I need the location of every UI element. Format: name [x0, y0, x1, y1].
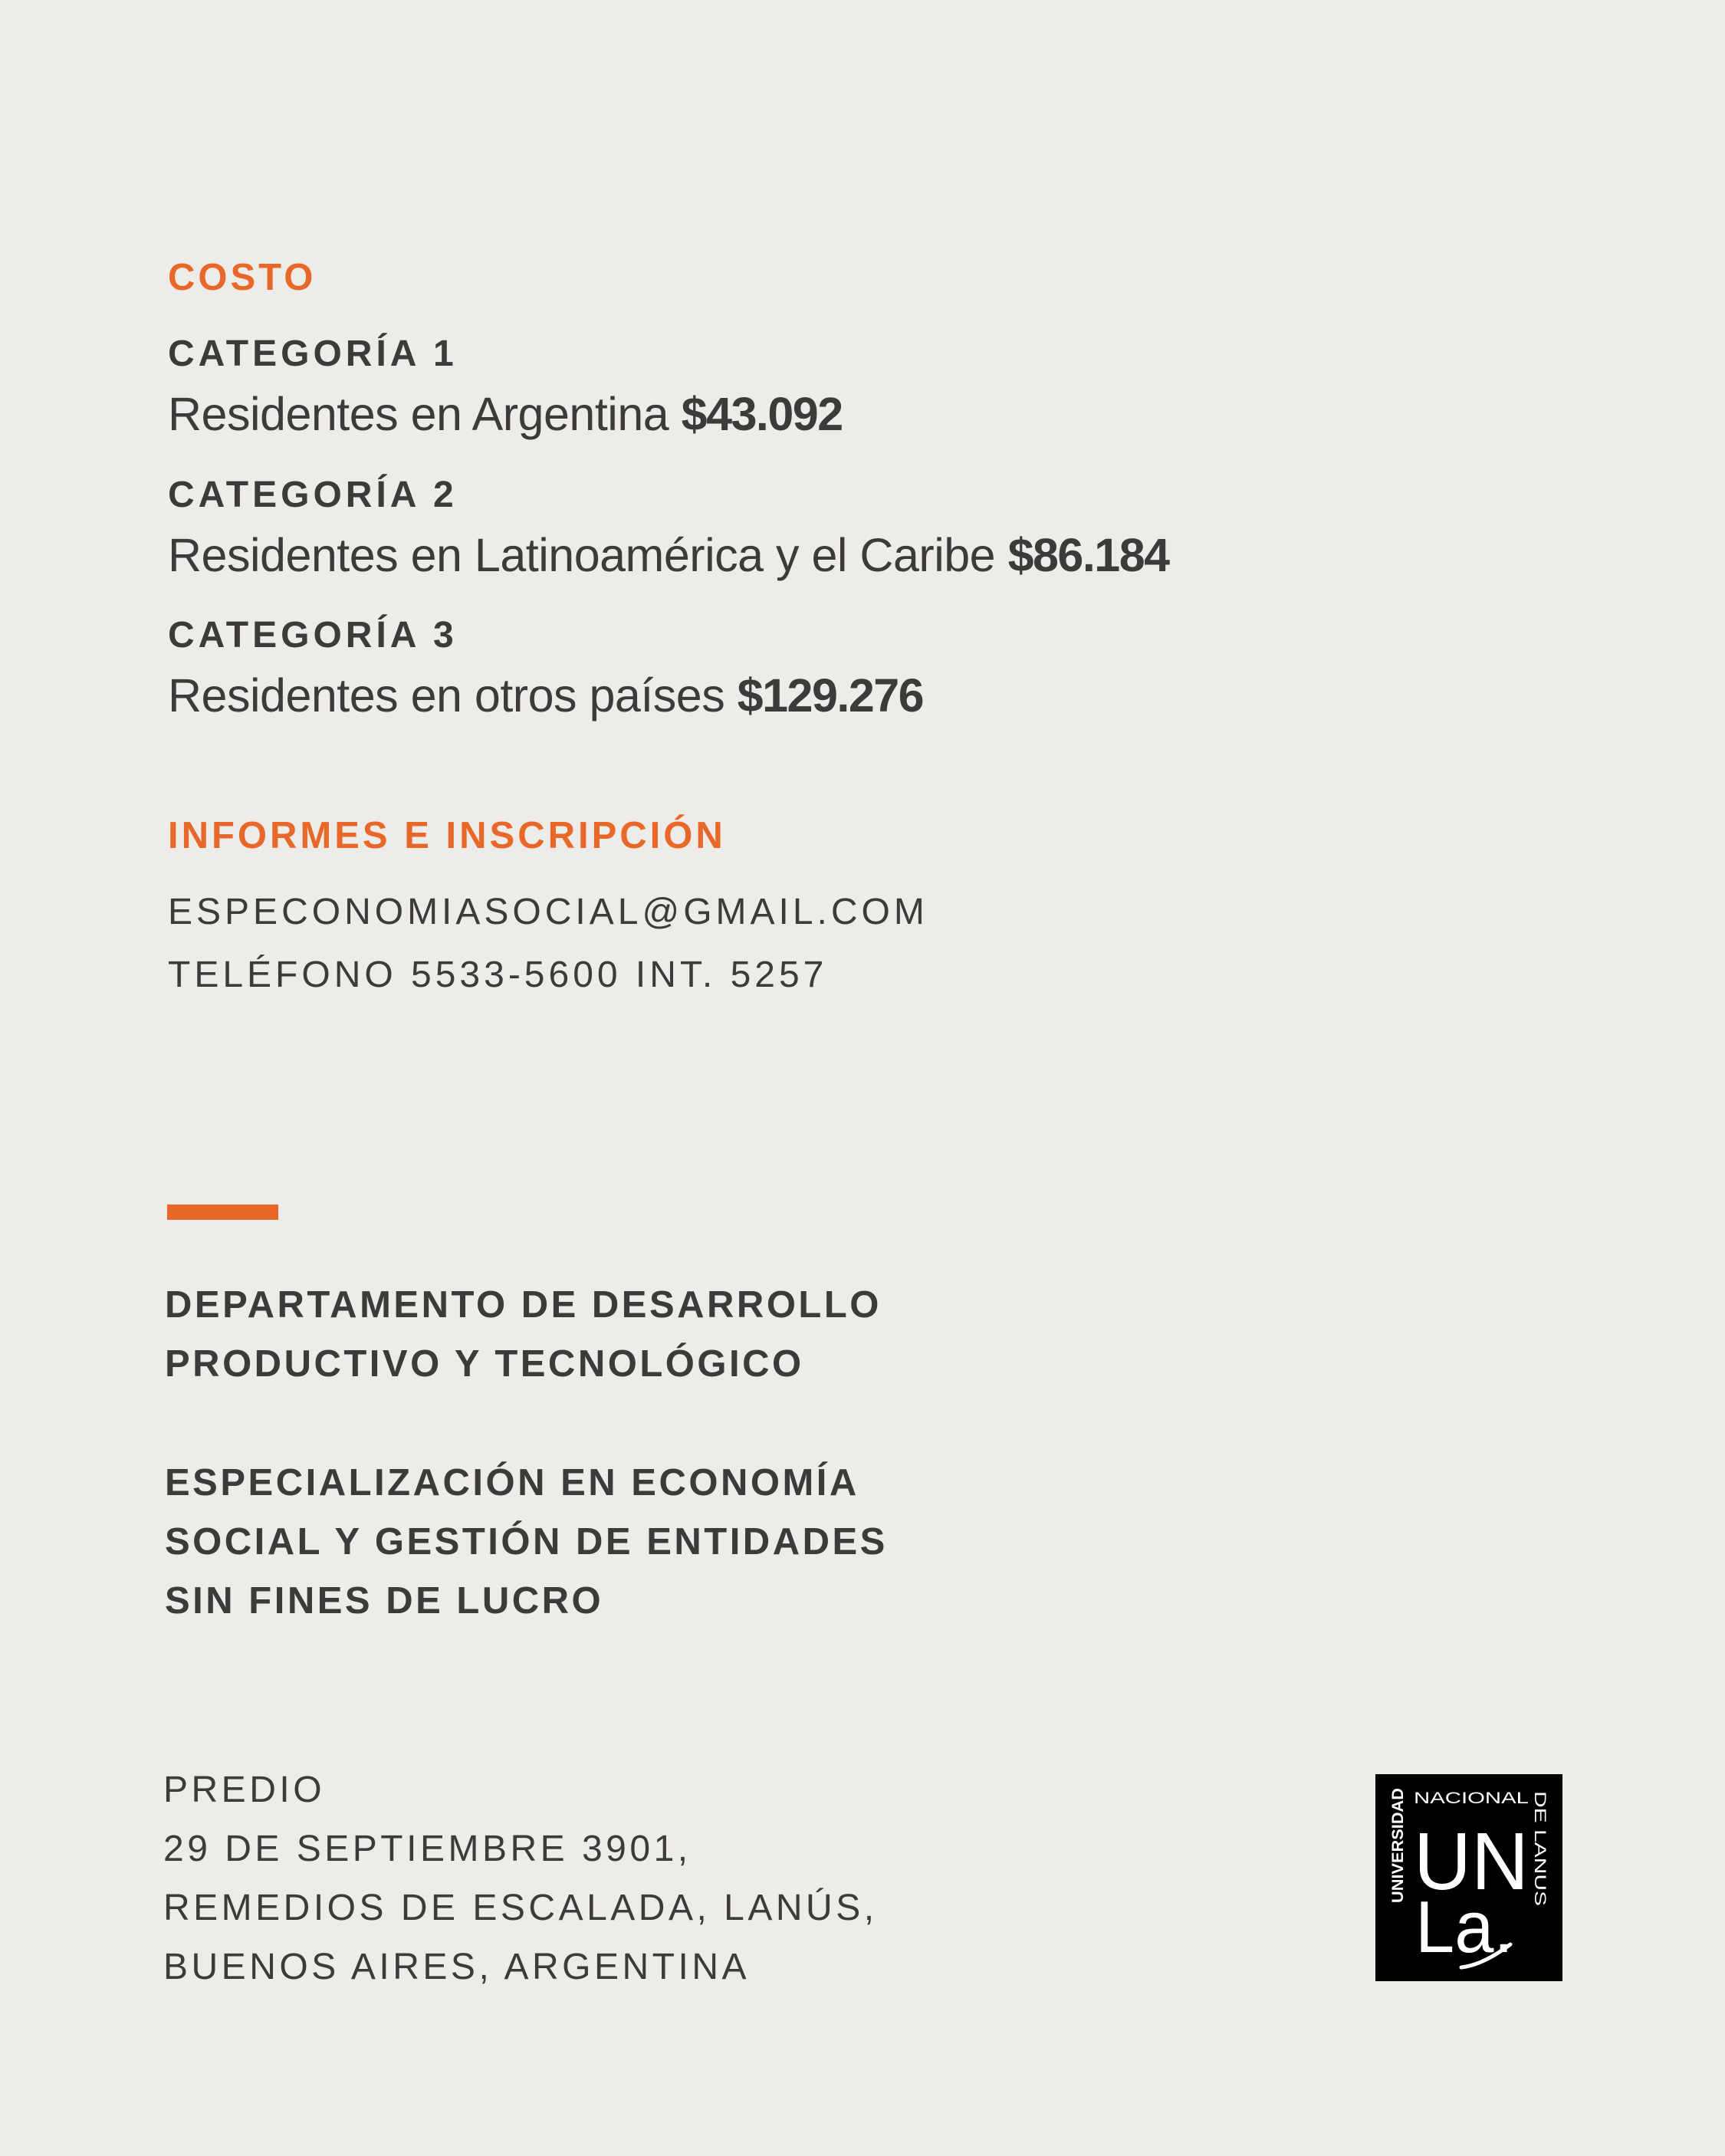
program-block	[165, 1454, 888, 1631]
program-line-2: SOCIAL Y GESTIÓN DE ENTIDADES	[165, 1521, 888, 1563]
category-1-description: Residentes en Argentina	[168, 388, 669, 440]
costo-heading: COSTO	[168, 257, 317, 298]
address-line-4: BUENOS AIRES, ARGENTINA	[163, 1947, 750, 1987]
accent-divider	[167, 1205, 278, 1220]
department-line-2: PRODUCTIVO Y TECNOLÓGICO	[165, 1343, 804, 1385]
address-line-1: PREDIO	[163, 1770, 326, 1810]
logo-top-text: NACIONAL	[1414, 1790, 1529, 1807]
informes-heading: INFORMES E INSCRIPCIÓN	[168, 815, 726, 856]
category-3-description: Residentes en otros países	[168, 669, 725, 721]
category-2-line	[168, 529, 1169, 581]
unla-logo-icon	[1375, 1774, 1562, 1981]
category-2-label: CATEGORÍA 2	[168, 475, 458, 515]
category-1-label: CATEGORÍA 1	[168, 334, 458, 374]
category-3-label: CATEGORÍA 3	[168, 615, 458, 656]
address-block	[163, 1760, 878, 1997]
contact-phone: TELÉFONO 5533-5600 INT. 5257	[168, 955, 828, 995]
department-line-1: DEPARTAMENTO DE DESARROLLO	[165, 1284, 882, 1326]
category-3-line	[168, 669, 924, 721]
category-2-price: $86.184	[1007, 529, 1169, 581]
logo-un: UN	[1414, 1816, 1529, 1907]
category-3-price: $129.276	[737, 669, 924, 721]
logo-right-text: DE LANUS	[1531, 1791, 1549, 1872]
program-line-3: SIN FINES DE LUCRO	[165, 1580, 604, 1622]
address-line-2: 29 DE SEPTIEMBRE 3901,	[163, 1829, 692, 1869]
category-1-line	[168, 388, 843, 440]
address-line-3: REMEDIOS DE ESCALADA, LANÚS,	[163, 1888, 878, 1928]
category-2-description: Residentes en Latinoamérica y el Caribe	[168, 529, 996, 581]
logo-la: La.	[1415, 1886, 1513, 1968]
category-1-price: $43.092	[681, 388, 843, 440]
contact-email: ESPECONOMIASOCIAL@GMAIL.COM	[168, 892, 928, 932]
program-line-1: ESPECIALIZACIÓN EN ECONOMÍA	[165, 1462, 859, 1504]
department-block	[165, 1276, 882, 1394]
logo-left-text: UNIVERSIDAD	[1389, 1792, 1407, 1903]
